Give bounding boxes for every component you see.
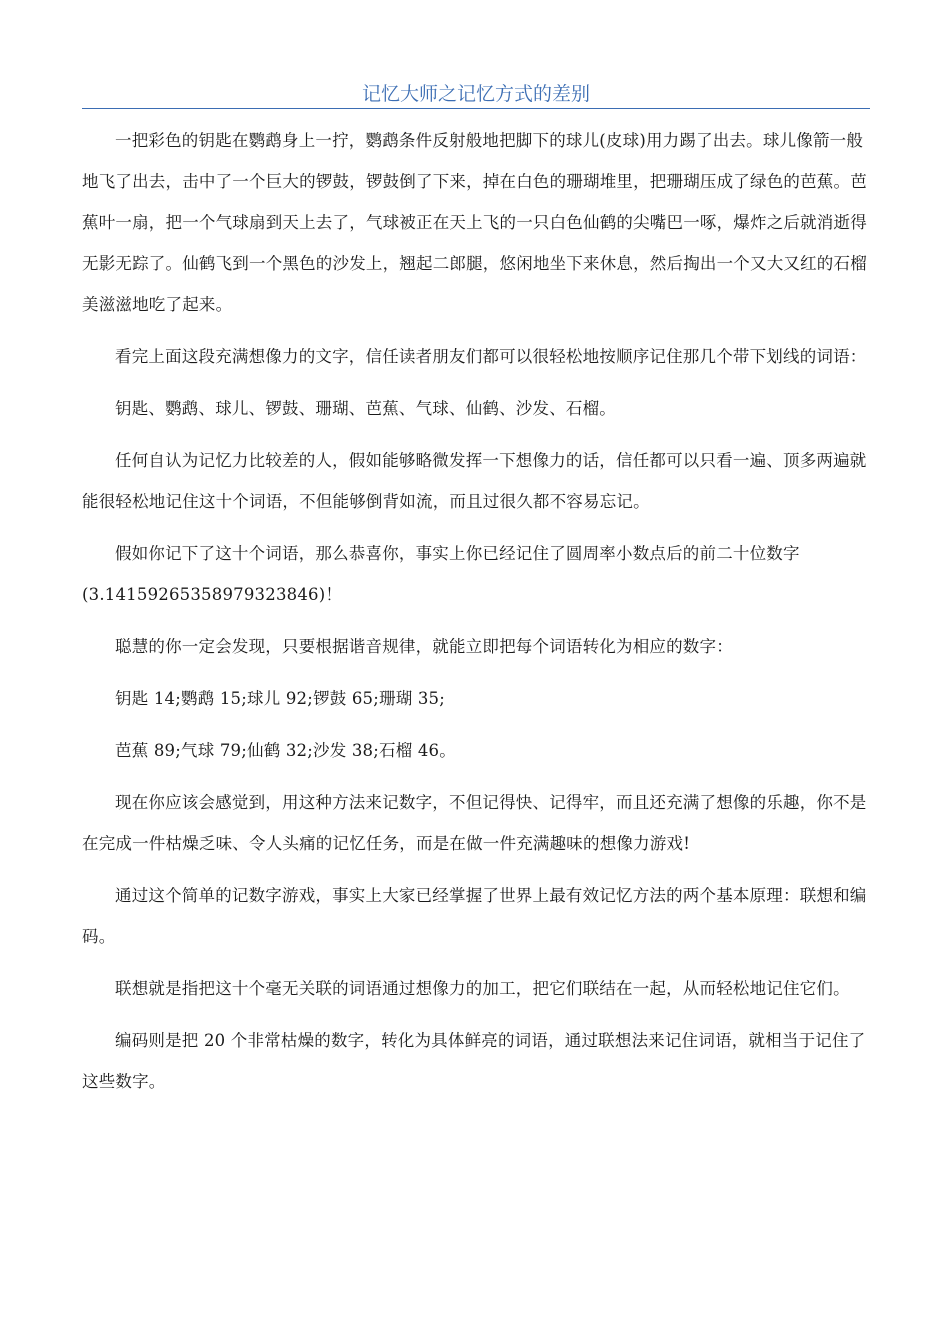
paragraph-word-list: 钥匙、鹦鹉、球儿、锣鼓、珊瑚、芭蕉、气球、仙鹤、沙发、石榴。 bbox=[115, 399, 616, 418]
paragraph-intro-words: 看完上面这段充满想像力的文字，信任读者朋友们都可以很轻松地按顺序记住那几个带下划线的词语： bbox=[115, 347, 867, 366]
page-header-title: 记忆大师之记忆方式的差别 bbox=[361, 83, 590, 105]
paragraph-pi-digits: 假如你记下了这十个词语，那么恭喜你，事实上你已经记住了圆周率小数点后的前二十位数字(3.14159265358979323846)！ bbox=[82, 544, 800, 604]
header-divider bbox=[82, 108, 870, 109]
paragraph-story: 一把彩色的钥匙在鹦鹉身上一拧，鹦鹉条件反射般地把脚下的球儿(皮球)用力踢了出去。球儿像箭一般地飞了出去，击中了一个巨大的锣鼓，锣鼓倒了下来，掉在白色的珊瑚堆里，把珊瑚压成了绿色的芭蕉。芭蕉叶一扇，把一个气球扇到天上去了，气球被正在天上飞的一只白色仙鹤的尖嘴巴一啄，爆炸之后就消逝得无影无踪了。仙鹤飞到一个黑色的沙发上，翘起二郎腿，悠闲地坐下来休息，然后掏出一个又大又红的石榴美滋滋地吃了起来。 bbox=[82, 131, 867, 314]
paragraph-mapping-1: 钥匙 14;鹦鹉 15;球儿 92;锣鼓 65;珊瑚 35; bbox=[115, 689, 445, 708]
paragraph-fun: 现在你应该会感觉到，用这种方法来记数字，不但记得快、记得牢，而且还充满了想像的乐趣，你不是在完成一件枯燥乏味、令人头痛的记忆任务，而是在做一件充满趣味的想像力游戏! bbox=[82, 793, 867, 853]
document-body bbox=[82, 120, 870, 1113]
paragraph-anyone-can: 任何自认为记忆力比较差的人，假如能够略微发挥一下想像力的话，信任都可以只看一遍、顶多两遍就能很轻松地记住这十个词语，不但能够倒背如流，而且过很久都不容易忘记。 bbox=[82, 451, 867, 511]
paragraph-homophone-rule: 聪慧的你一定会发现，只要根据谐音规律，就能立即把每个词语转化为相应的数字： bbox=[115, 637, 733, 656]
paragraph-encoding: 编码则是把 20 个非常枯燥的数字，转化为具体鲜亮的词语，通过联想法来记住词语，就相当于记住了这些数字。 bbox=[82, 1031, 866, 1091]
paragraph-principles: 通过这个简单的记数字游戏，事实上大家已经掌握了世界上最有效记忆方法的两个基本原理：联想和编码。 bbox=[82, 886, 867, 946]
paragraph-mapping-2: 芭蕉 89;气球 79;仙鹤 32;沙发 38;石榴 46。 bbox=[115, 741, 456, 760]
paragraph-association: 联想就是指把这十个毫无关联的词语通过想像力的加工，把它们联结在一起，从而轻松地记住它们。 bbox=[115, 979, 850, 998]
